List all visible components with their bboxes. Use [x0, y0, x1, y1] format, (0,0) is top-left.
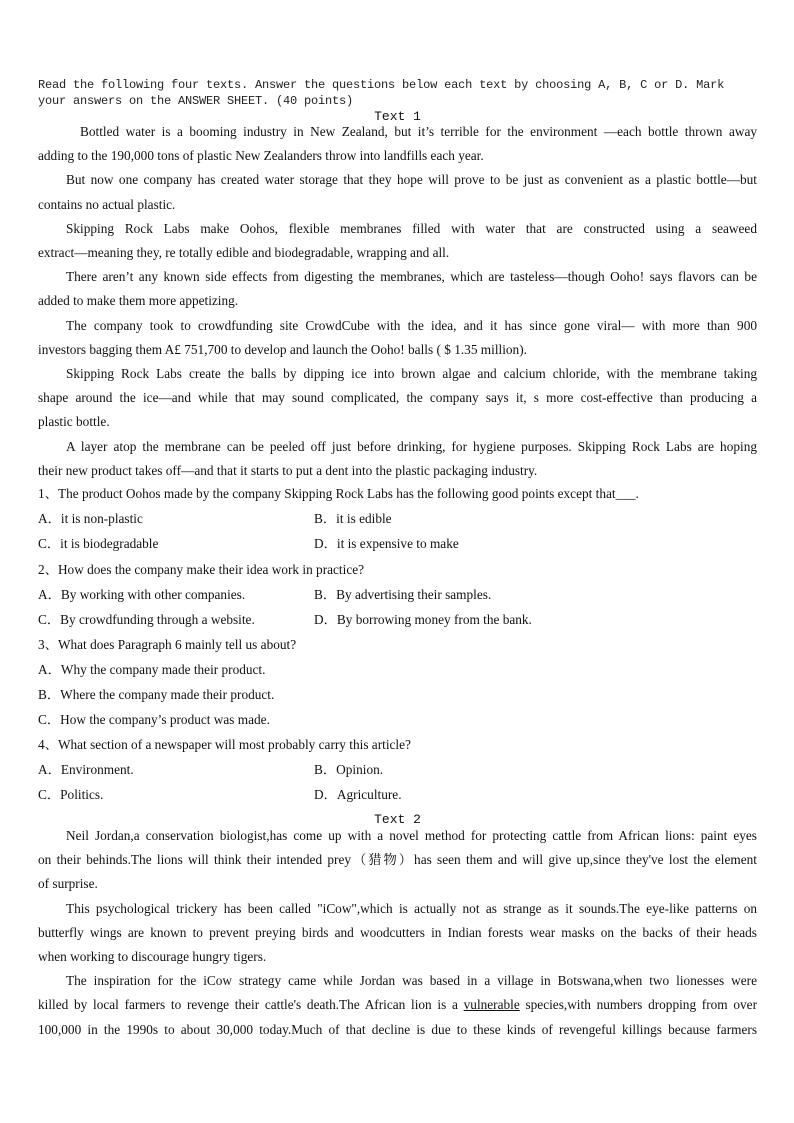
- paragraph-line: investors bagging them A£ 751,700 to develop and launch the Ooho! balls ( $ 1.35 million).: [38, 341, 527, 357]
- paragraph-line: their new product takes off—and that it starts to put a dent into the plastic packaging industry.: [38, 462, 538, 478]
- paragraph-line: The company took to crowdfunding site CrowdCube with the idea, and it has since gone viral— with more than 900: [66, 317, 757, 333]
- paragraph-line: The inspiration for the iCow strategy came while Jordan was based in a village in Botswana,when two lionesses were: [66, 973, 757, 989]
- paragraph-line: Bottled water is a booming industry in New Zealand, but it’s terrible for the environment —each bottle thrown away: [80, 124, 757, 139]
- section-title: Text 1: [374, 109, 421, 124]
- paragraph-line: A layer atop the membrane can be peeled off just before drinking, for hygiene purposes. Skipping Rock Labs are hoping: [66, 438, 757, 454]
- answer-option: B．Where the company made their product.: [38, 687, 275, 702]
- answer-option: C．it is biodegradable: [38, 536, 159, 551]
- paragraph-line: shape around the ice—and while that may sound complicated, the company says it, s more cost-effective than producing a: [38, 390, 757, 406]
- answer-option: D．By borrowing money from the bank.: [314, 612, 532, 627]
- question-stem: 4、What section of a newspaper will most probably carry this article?: [38, 737, 411, 752]
- instructions-line: your answers on the ANSWER SHEET. (40 points): [38, 94, 354, 108]
- answer-option: D．it is expensive to make: [314, 536, 459, 551]
- answer-option: A．Why the company made their product.: [38, 662, 266, 677]
- underlined-word: vulnerable: [463, 997, 520, 1013]
- paragraph-line: on their behinds.The lions will think their intended prey（猎物）has seen them and will give up,since they've lost the element: [38, 852, 757, 868]
- section-title: Text 2: [374, 812, 421, 827]
- paragraph-line: killed by local farmers to revenge their cattle's death.The African lion is a vulnerable species,with numbers dropping from over: [38, 997, 757, 1013]
- paragraph-line: plastic bottle.: [38, 414, 110, 430]
- answer-option: D．Agriculture.: [314, 787, 402, 802]
- answer-option: B．By advertising their samples.: [314, 587, 492, 602]
- paragraph-line: adding to the 190,000 tons of plastic New Zealanders throw into landfills each year.: [38, 148, 484, 164]
- paragraph-line: of surprise.: [38, 876, 98, 892]
- answer-option: C．How the company’s product was made.: [38, 712, 270, 727]
- answer-option: A．By working with other companies.: [38, 587, 246, 602]
- paragraph-line: contains no actual plastic.: [38, 196, 176, 212]
- instructions-line: Read the following four texts. Answer the questions below each text by choosing A, B, C or D. Mark: [38, 78, 725, 92]
- answer-option: B．Opinion.: [314, 762, 384, 777]
- paragraph-line: Skipping Rock Labs create the balls by dipping ice into brown algae and calcium chloride, with the membrane taking: [66, 366, 757, 381]
- paragraph-line: Skipping Rock Labs make Oohos, flexible membranes filled with water that are constructed using a seaweed: [66, 220, 757, 236]
- paragraph-line: extract—meaning they, re totally edible and biodegradable, wrapping and all.: [38, 245, 450, 260]
- answer-option: A．Environment.: [38, 762, 134, 777]
- paragraph-line: There aren’t any known side effects from digesting the membranes, which are tasteless—though Ooho! says flavors can be: [66, 269, 757, 285]
- paragraph-line: Neil Jordan,a conservation biologist,has come up with a novel method for protecting cattle from African lions: paint eyes: [66, 828, 757, 843]
- paragraph-line: This psychological trickery has been called "iCow",which is actually not as strange as it sounds.The eye-like patterns on: [66, 900, 757, 916]
- paragraph-line: But now one company has created water storage that they hope will prove to be just as convenient as a plastic bottle—but: [66, 172, 757, 188]
- question-stem: 1、The product Oohos made by the company Skipping Rock Labs has the following good points except that___.: [38, 486, 639, 501]
- question-stem: 3、What does Paragraph 6 mainly tell us about?: [38, 637, 297, 652]
- question-stem: 2、How does the company make their idea work in practice?: [38, 562, 365, 577]
- answer-option: B．it is edible: [314, 511, 392, 526]
- paragraph-line: added to make them more appetizing.: [38, 293, 239, 309]
- paragraph-line: 100,000 in the 1990s to about 30,000 today.Much of that decline is due to these kinds of revengeful killings because farmers: [38, 1021, 757, 1037]
- answer-option: C．By crowdfunding through a website.: [38, 612, 255, 627]
- paragraph-line: butterfly wings are known to prevent preying birds and woodcutters in Indian forests wear masks on the backs of their heads: [38, 924, 757, 940]
- answer-option: C．Politics.: [38, 787, 104, 802]
- paragraph-line: when working to discourage hungry tigers.: [38, 949, 267, 964]
- answer-option: A．it is non-plastic: [38, 511, 143, 526]
